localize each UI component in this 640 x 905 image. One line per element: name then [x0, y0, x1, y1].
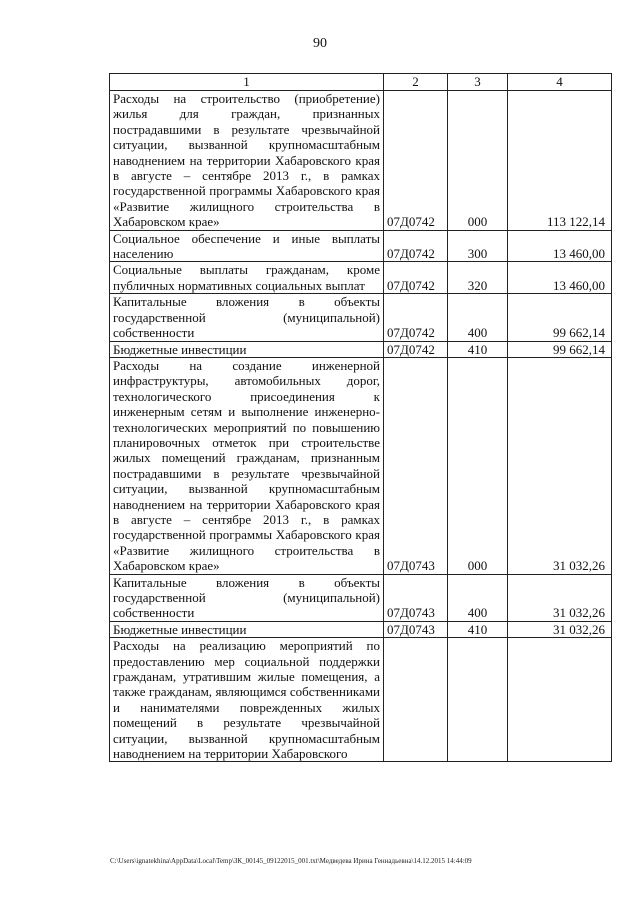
row-expense-type: 000	[448, 91, 508, 231]
table-row	[110, 294, 612, 341]
table-row	[110, 262, 612, 294]
table-row	[110, 91, 612, 231]
row-amount: 31 032,26	[508, 574, 612, 621]
row-target-code: 07Д0742	[384, 230, 448, 262]
table-row	[110, 574, 612, 621]
row-amount: 99 662,14	[508, 294, 612, 341]
row-target-code: 07Д0742	[384, 341, 448, 357]
page-number: 90	[313, 36, 327, 51]
table-header-row	[110, 74, 612, 91]
row-expense-type: 400	[448, 574, 508, 621]
table-row	[110, 341, 612, 357]
row-expense-type: 410	[448, 341, 508, 357]
row-description: Расходы на реализацию мероприятий по предоставлению мер социальной поддержки гражданам, утратившим жилые помещения, а также гражданам, являющимся собственниками и нанимателями поврежденных жилых помещений в результате чрезвычайной ситуации, вызванной крупномасштабным наводнением на территории Хабаровского	[110, 638, 384, 762]
row-amount: 13 460,00	[508, 230, 612, 262]
row-amount: 13 460,00	[508, 262, 612, 294]
table-row	[110, 230, 612, 262]
row-amount: 99 662,14	[508, 341, 612, 357]
row-description: Расходы на строительство (приобретение) жилья для граждан, признанных пострадавшими в результате чрезвычайной ситуации, вызванной крупномасштабным наводнением на территории Хабаровского края в августе – сентябре 2013 г., в рамках государственной программы Хабаровского края «Развитие жилищного строительства в Хабаровском крае»	[110, 91, 384, 231]
row-target-code	[384, 638, 448, 762]
footer-file-path: C:\Users\ignatekhina\AppData\Local\Temp\ЗК_00145_09122015_001.txt\Медведева Ирина Геннадьевна\14.12.2015 14:44:09	[110, 857, 472, 865]
row-amount: 31 032,26	[508, 621, 612, 637]
row-amount: 113 122,14	[508, 91, 612, 231]
row-expense-type: 320	[448, 262, 508, 294]
row-description: Бюджетные инвестиции	[110, 341, 384, 357]
row-expense-type	[448, 638, 508, 762]
row-expense-type: 410	[448, 621, 508, 637]
row-amount: 31 032,26	[508, 357, 612, 574]
row-description: Социальные выплаты гражданам, кроме публичных нормативных социальных выплат	[110, 262, 384, 294]
row-target-code: 07Д0742	[384, 262, 448, 294]
row-description: Расходы на создание инженерной инфраструктуры, автомобильных дорог, технологического присоединения к инженерным сетям и выполнение инженерно-технологических мероприятий по повышению планировочных отметок при строительстве жилых помещений гражданам, признанным пострадавшими в результате чрезвычайной ситуации, вызванной крупномасштабным наводнением на территории Хабаровского края в августе – сентябре 2013 г., в рамках государственной программы Хабаровского края «Развитие жилищного строительства в Хабаровском крае»	[110, 357, 384, 574]
row-description: Социальное обеспечение и иные выплаты населению	[110, 230, 384, 262]
column-header: 3	[448, 74, 508, 91]
row-expense-type: 000	[448, 357, 508, 574]
table-row	[110, 638, 612, 762]
table-row	[110, 357, 612, 574]
table-row	[110, 621, 612, 637]
column-header: 4	[508, 74, 612, 91]
row-target-code: 07Д0743	[384, 621, 448, 637]
row-description: Бюджетные инвестиции	[110, 621, 384, 637]
column-header: 2	[384, 74, 448, 91]
row-expense-type: 400	[448, 294, 508, 341]
budget-table	[109, 73, 612, 762]
row-expense-type: 300	[448, 230, 508, 262]
row-amount	[508, 638, 612, 762]
column-header: 1	[110, 74, 384, 91]
row-description: Капитальные вложения в объекты государственной (муниципальной) собственности	[110, 294, 384, 341]
row-target-code: 07Д0742	[384, 294, 448, 341]
row-description: Капитальные вложения в объекты государственной (муниципальной) собственности	[110, 574, 384, 621]
row-target-code: 07Д0742	[384, 91, 448, 231]
row-target-code: 07Д0743	[384, 574, 448, 621]
row-target-code: 07Д0743	[384, 357, 448, 574]
